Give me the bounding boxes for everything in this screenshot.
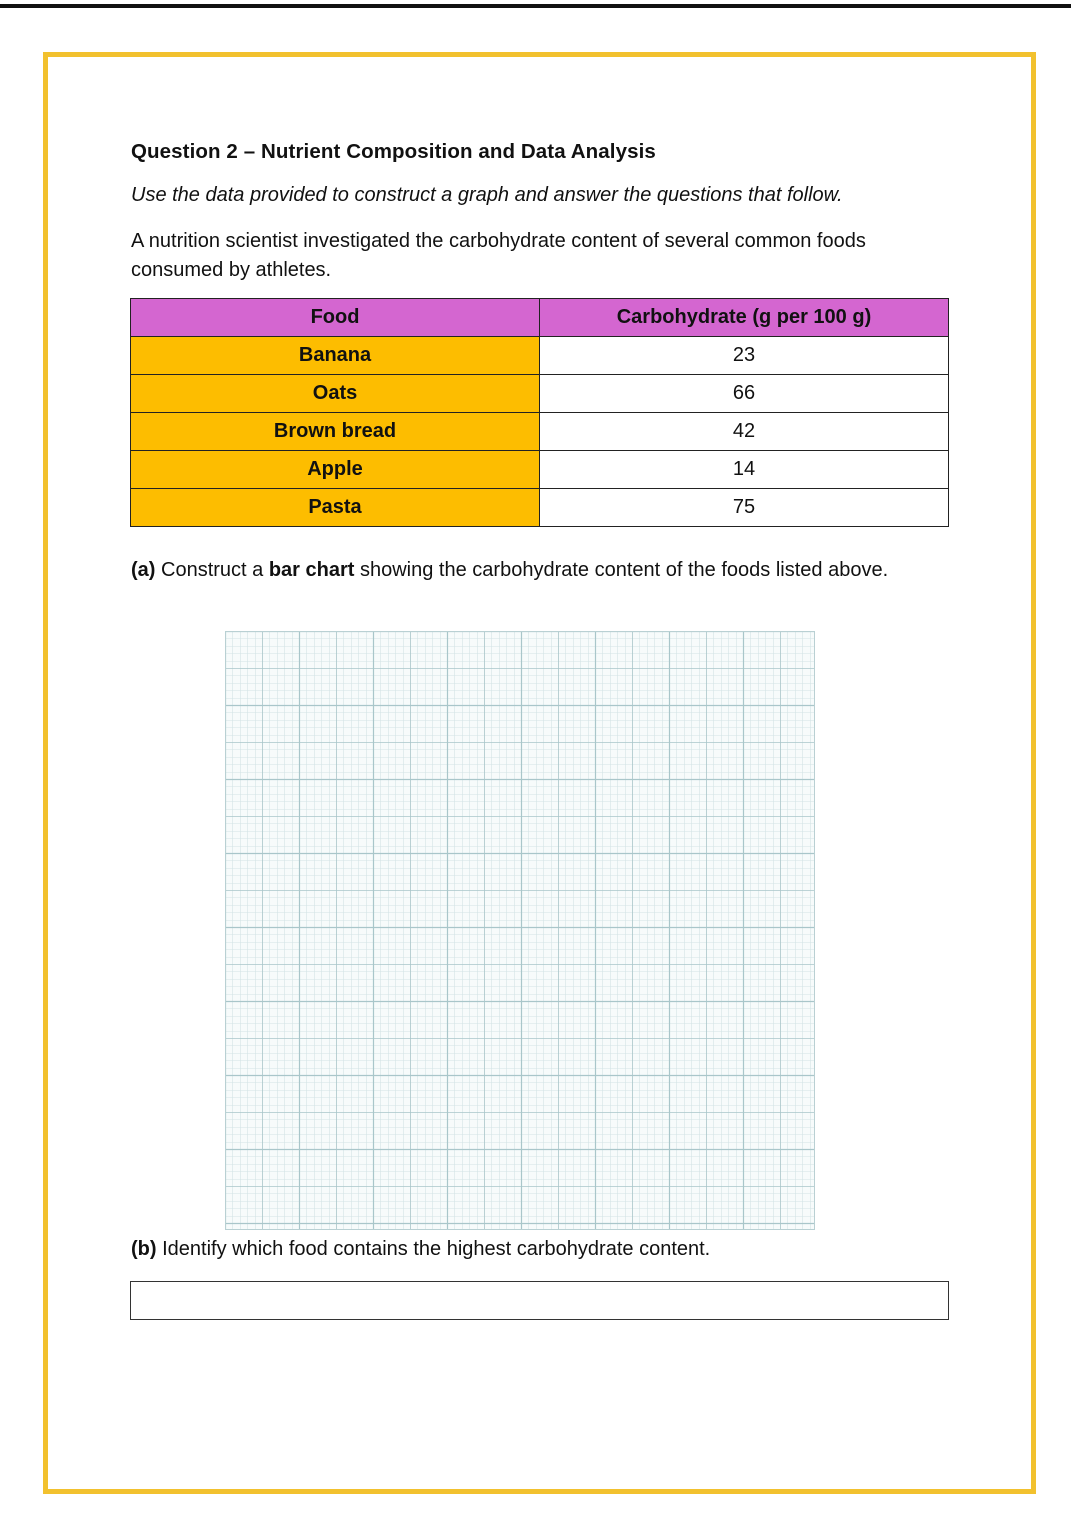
value-cell: 14 [540,451,949,489]
table-row [131,489,949,527]
value-cell: 75 [540,489,949,527]
question-title: Question 2 – Nutrient Composition and Data Analysis [131,140,656,163]
part-b-text: Identify which food contains the highest carbohydrate content. [156,1238,711,1260]
column-header-carbohydrate: Carbohydrate (g per 100 g) [540,299,949,337]
table-row [131,337,949,375]
part-b-label: (b) [131,1238,157,1260]
part-a-prompt [131,555,921,585]
food-cell: Pasta [131,489,540,527]
food-cell: Oats [131,375,540,413]
part-a-text-1: Construct a [155,559,269,581]
answer-box[interactable] [130,1281,949,1320]
food-cell: Brown bread [131,413,540,451]
value-cell: 66 [540,375,949,413]
part-a-text-2: showing the carbohydrate content of the foods listed above. [354,559,889,581]
table-header-row [131,299,949,337]
table-row [131,375,949,413]
value-cell: 42 [540,413,949,451]
table-row [131,413,949,451]
graph-paper[interactable] [225,631,815,1230]
column-header-food: Food [131,299,540,337]
graph-background [225,631,815,1230]
food-cell: Banana [131,337,540,375]
part-b-prompt [131,1238,710,1261]
instruction-text: Use the data provided to construct a graph and answer the questions that follow. [131,184,843,206]
table-row [131,451,949,489]
carbohydrate-table [130,298,949,527]
food-cell: Apple [131,451,540,489]
part-a-emphasis: bar chart [268,559,355,581]
top-rule [0,4,1071,8]
part-a-label: (a) [131,559,156,581]
intro-paragraph: A nutrition scientist investigated the carbohydrate content of several common foods consumed by athletes. [131,230,866,281]
value-cell: 23 [540,337,949,375]
